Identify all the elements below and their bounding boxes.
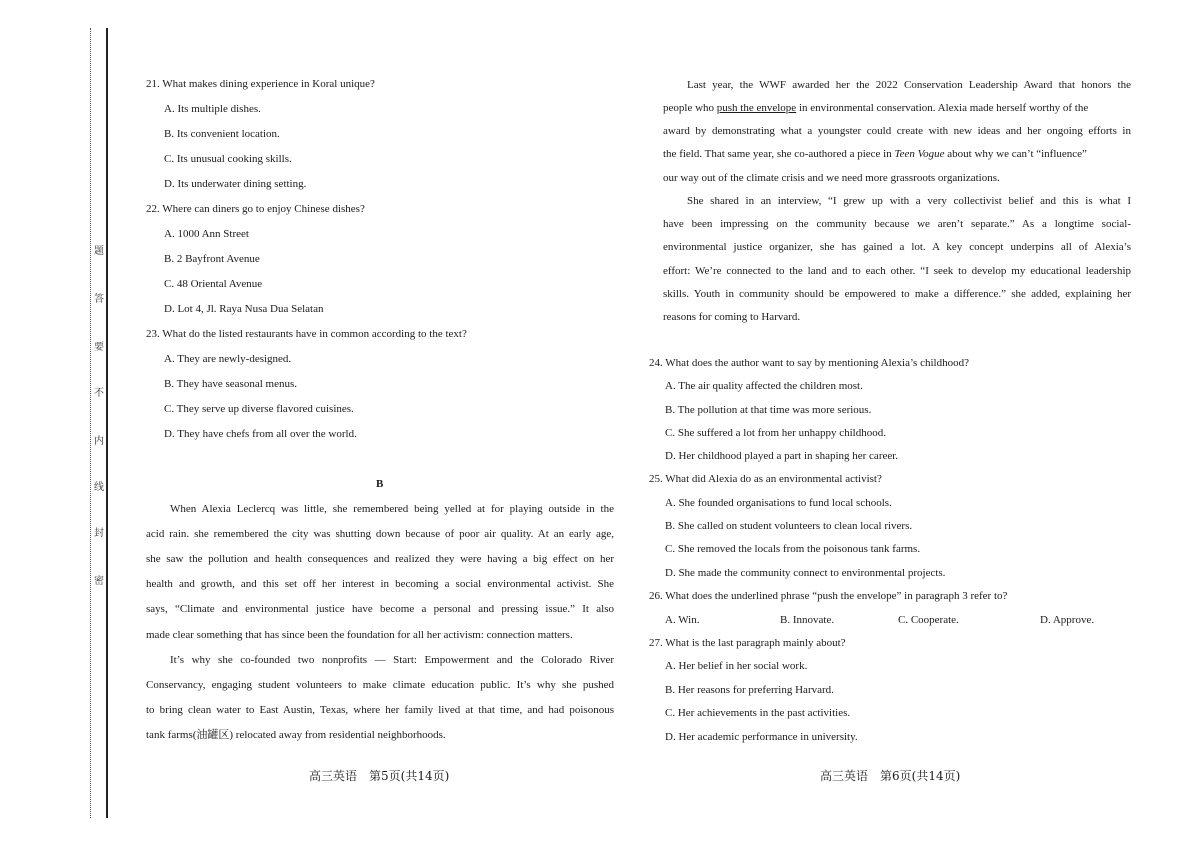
passage-line: It’s why she co-founded two nonprofits — Start: Empowerment and the Colorado River — [170, 654, 614, 666]
passage-line: Last year, the WWF awarded her the 2022 Conservation Leadership Award that honors the — [687, 79, 1131, 91]
passage-text: the field. That same year, she co-authored a piece in — [663, 148, 895, 160]
question-26-option: A. Win. — [665, 614, 700, 626]
underlined-phrase: push the envelope — [716, 102, 797, 114]
left-page — [146, 0, 616, 847]
question-25-option: B. She called on student volunteers to clean local rivers. — [665, 520, 913, 532]
passage-line: tank farms(油罐区) relocated away from residential neighborhoods. — [146, 729, 446, 741]
binding-char: 线 — [94, 482, 104, 493]
passage-line: award by demonstrating what a youngster could create with new ideas and her ongoing efforts in — [663, 125, 1131, 137]
question-21-option: B. Its convenient location. — [164, 128, 280, 140]
question-25-option: C. She removed the locals from the poisonous tank farms. — [665, 543, 921, 555]
question-23-stem: 23. What do the listed restaurants have in common according to the text? — [146, 328, 467, 340]
passage-line: reasons for coming to Harvard. — [663, 311, 801, 323]
binding-char: 答 — [94, 294, 104, 305]
binding-char: 内 — [94, 436, 104, 447]
question-23-option: C. They serve up diverse flavored cuisines. — [164, 403, 354, 415]
question-27-option: A. Her belief in her social work. — [665, 660, 808, 672]
section-label: B — [376, 478, 384, 490]
passage-line: health and growth, and this set off her interest in becoming a social environmental activist. She — [146, 578, 614, 590]
question-23-option: B. They have seasonal menus. — [164, 378, 297, 390]
passage-line: have been impressing on the community because we aren’t separate.” As a longtime social- — [663, 218, 1131, 230]
question-26-option: C. Cooperate. — [898, 614, 959, 626]
right-page — [649, 0, 1133, 847]
question-27-option: B. Her reasons for preferring Harvard. — [665, 684, 834, 696]
question-25-option: A. She founded organisations to fund local schools. — [665, 497, 892, 509]
question-26-option: B. Innovate. — [780, 614, 835, 626]
page-footer: 高三英语 第6页(共14页) — [820, 769, 961, 783]
binding-char: 封 — [94, 528, 104, 539]
passage-line: Conservancy, engaging student volunteers to make climate education public. It’s why she pushed — [146, 679, 614, 691]
question-26-stem: 26. What does the underlined phrase “push the envelope” in paragraph 3 refer to? — [649, 590, 1008, 602]
passage-line: to bring clean water to East Austin, Texas, where her family lived at that time, and had poisonous — [146, 704, 614, 716]
question-23-option: A. They are newly-designed. — [164, 353, 292, 365]
question-27-stem: 27. What is the last paragraph mainly about? — [649, 637, 846, 649]
question-21-option: C. Its unusual cooking skills. — [164, 153, 292, 165]
question-24-option: A. The air quality affected the children most. — [665, 380, 863, 392]
dotted-cut-line — [90, 28, 91, 818]
question-24-stem: 24. What does the author want to say by mentioning Alexia’s childhood? — [649, 357, 969, 369]
passage-line: our way out of the climate crisis and we need more grassroots organizations. — [663, 172, 1000, 184]
question-22-option: D. Lot 4, Jl. Raya Nusa Dua Selatan — [164, 303, 324, 315]
passage-line — [663, 102, 1131, 115]
passage-line — [663, 148, 1087, 161]
passage-line: environmental justice organizer, she has gained a lot. A key concept underpins all of Alexia’s — [663, 241, 1131, 253]
binding-char: 密 — [94, 576, 104, 587]
question-27-option: C. Her achievements in the past activities. — [665, 707, 851, 719]
question-22-option: C. 48 Oriental Avenue — [164, 278, 263, 290]
question-26-option: D. Approve. — [1040, 614, 1095, 626]
passage-line: acid rain. she remembered the city was shutting down because of poor air quality. At an early age, — [146, 528, 614, 540]
question-24-option: D. Her childhood played a part in shaping her career. — [665, 450, 899, 462]
passage-line: She shared in an interview, “I grew up with a very collectivist belief and this is what I — [687, 195, 1131, 207]
binding-char: 题 — [94, 246, 104, 257]
question-24-option: C. She suffered a lot from her unhappy childhood. — [665, 427, 886, 439]
passage-line: skills. Youth in community should be empowered to make a difference.” she added, explaining her — [663, 288, 1131, 300]
question-21-option: A. Its multiple dishes. — [164, 103, 261, 115]
question-25-option: D. She made the community connect to environmental projects. — [665, 567, 946, 579]
passage-text: people who push the envelope in environmental conservation. Alexia made herself worthy of the — [663, 102, 1089, 114]
question-21-option: D. Its underwater dining setting. — [164, 178, 307, 190]
passage-line: made clear something that has since been the foundation for all her activism: connection matters. — [146, 629, 573, 641]
question-27-option: D. Her academic performance in university. — [665, 731, 858, 743]
binding-char: 不 — [94, 388, 104, 399]
question-24-option: B. The pollution at that time was more serious. — [665, 404, 872, 416]
question-22-option: A. 1000 Ann Street — [164, 228, 249, 240]
question-23-option: D. They have chefs from all over the world. — [164, 428, 357, 440]
question-22-stem: 22. Where can diners go to enjoy Chinese dishes? — [146, 203, 365, 215]
question-21-stem: 21. What makes dining experience in Koral unique? — [146, 78, 375, 90]
magazine-title: Teen Vogue — [894, 148, 945, 160]
page-footer: 高三英语 第5页(共14页) — [309, 769, 450, 783]
passage-text: about why we can’t “influence” — [944, 148, 1087, 160]
question-25-stem: 25. What did Alexia do as an environmental activist? — [649, 473, 882, 485]
passage-line: When Alexia Leclercq was little, she remembered being yelled at for playing outside in the — [170, 503, 614, 515]
binding-margin — [0, 0, 108, 847]
passage-line: she saw the pollution and health consequences and realized they were having a big effect on her — [146, 553, 614, 565]
passage-line: says, “Climate and environmental justice have become a personal and pressing issue.” It also — [146, 603, 614, 615]
binding-line — [106, 28, 108, 818]
passage-line: effort: We’re connected to the land and to each other. “I seek to develop my educational leadership — [663, 265, 1131, 277]
question-22-option: B. 2 Bayfront Avenue — [164, 253, 260, 265]
binding-char: 要 — [94, 342, 104, 353]
